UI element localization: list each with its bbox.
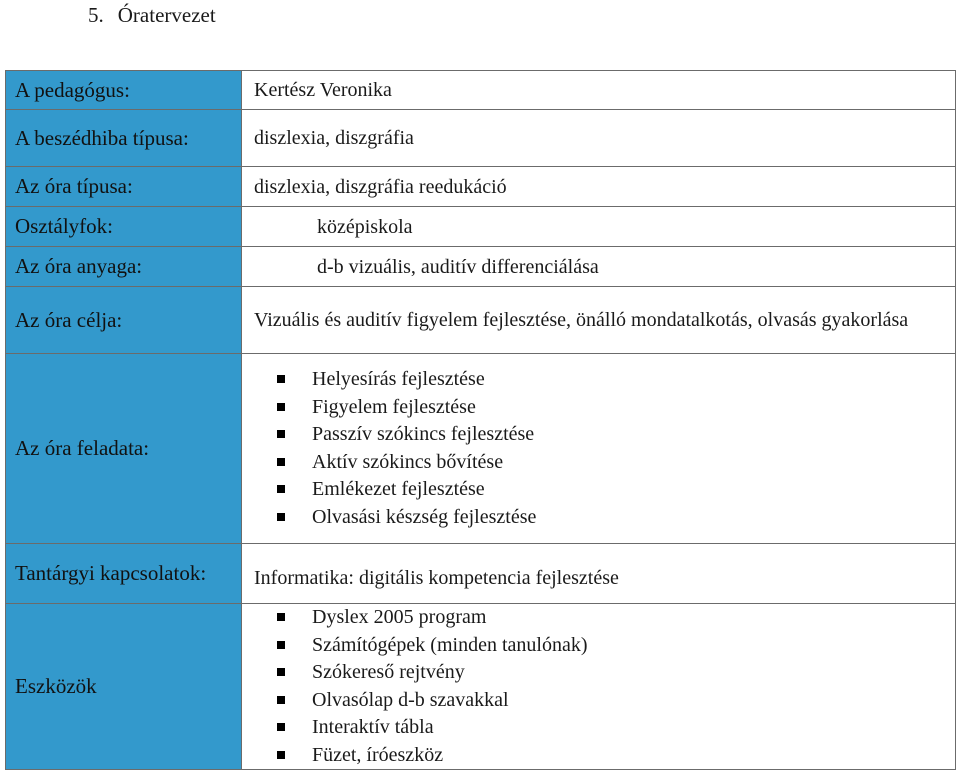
row-label: Eszközök: [6, 604, 242, 770]
table-row: [6, 287, 956, 354]
list-item: Olvasólap d-b szavakkal: [277, 687, 955, 715]
lesson-plan-table: [5, 70, 956, 770]
subject-links-value: Informatika: digitális kompetencia fejlesztése: [242, 544, 956, 604]
teacher-value: Kertész Veronika: [242, 71, 956, 110]
list-item: Számítógépek (minden tanulónak): [277, 632, 955, 660]
table-row: [6, 544, 956, 604]
list-item: Olvasási készség fejlesztése: [277, 504, 955, 532]
tools-cell: [242, 604, 956, 770]
table-row: [6, 354, 956, 544]
list-item: Szókereső rejtvény: [277, 659, 955, 687]
list-item: Füzet, íróeszköz: [277, 742, 955, 770]
section-heading: [88, 3, 216, 28]
disorder-type-value: diszlexia, diszgráfia: [242, 110, 956, 167]
lesson-tasks-cell: [242, 354, 956, 544]
list-item: Interaktív tábla: [277, 714, 955, 742]
lesson-type-value: diszlexia, diszgráfia reedukáció: [242, 167, 956, 207]
table-row: [6, 604, 956, 770]
table-row: [6, 167, 956, 207]
row-label: Tantárgyi kapcsolatok:: [6, 544, 242, 604]
row-label: A beszédhiba típusa:: [6, 110, 242, 167]
tools-list: [242, 604, 955, 769]
table-row: [6, 247, 956, 287]
list-item: Passzív szókincs fejlesztése: [277, 421, 955, 449]
table-row: [6, 207, 956, 247]
table-row: [6, 110, 956, 167]
list-item: Emlékezet fejlesztése: [277, 476, 955, 504]
row-label: Az óra célja:: [6, 287, 242, 354]
row-label: Osztályfok:: [6, 207, 242, 247]
grade-value: középiskola: [242, 207, 956, 247]
tasks-list: [242, 366, 955, 531]
list-item: Figyelem fejlesztése: [277, 394, 955, 422]
list-item: Helyesírás fejlesztése: [277, 366, 955, 394]
row-label: Az óra típusa:: [6, 167, 242, 207]
row-label: Az óra feladata:: [6, 354, 242, 544]
table-row: [6, 71, 956, 110]
lesson-goal-value: Vizuális és auditív figyelem fejlesztése, önálló mondatalkotás, olvasás gyakorlása: [242, 287, 956, 354]
row-label: Az óra anyaga:: [6, 247, 242, 287]
section-title: Óratervezet: [117, 3, 216, 27]
list-item: Dyslex 2005 program: [277, 604, 955, 632]
list-item: Aktív szókincs bővítése: [277, 449, 955, 477]
lesson-material-value: d-b vizuális, auditív differenciálása: [242, 247, 956, 287]
row-label: A pedagógus:: [6, 71, 242, 110]
section-number: 5.: [88, 3, 104, 27]
